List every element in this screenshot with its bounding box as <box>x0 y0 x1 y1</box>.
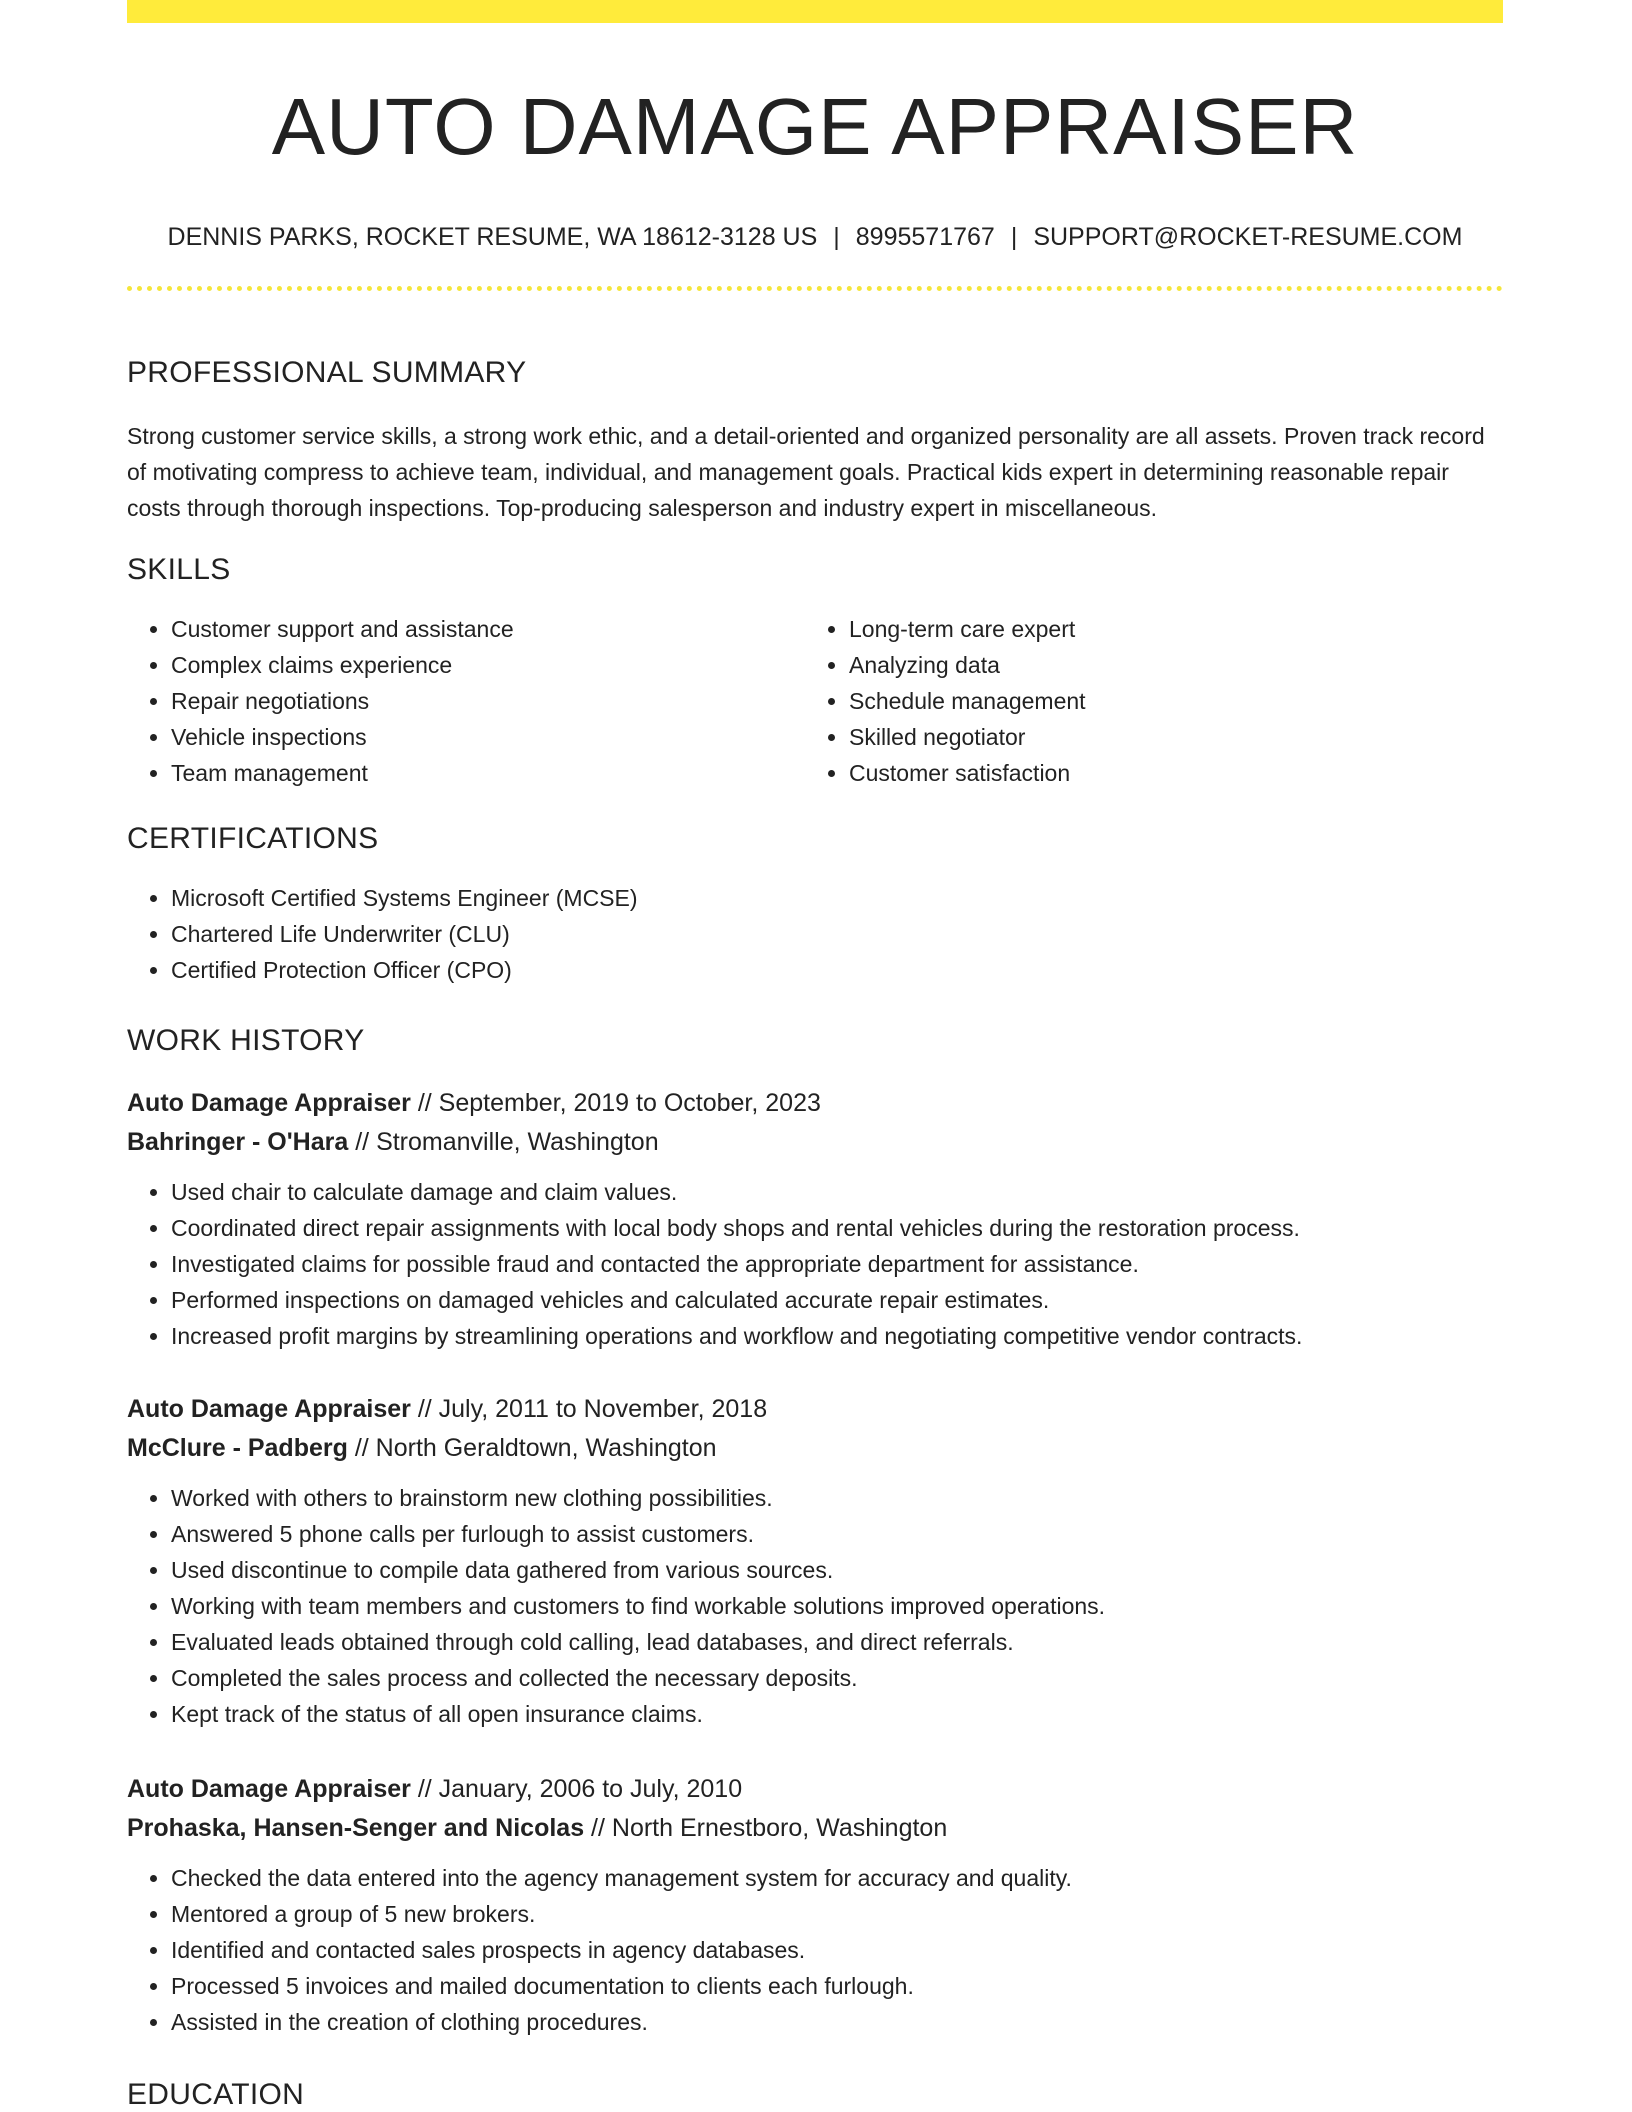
job-bullet: • Mentored a group of 5 new brokers. <box>171 1896 1503 1932</box>
job-bullet: • Completed the sales process and collected the necessary deposits. <box>171 1660 1503 1696</box>
job-entry <box>127 1390 1503 1732</box>
section-heading-skills: SKILLS <box>127 553 231 586</box>
skill-item: • Team management <box>171 755 805 791</box>
resume-title: AUTO DAMAGE APPRAISER <box>271 82 1359 171</box>
job-company: McClure - Padberg <box>127 1434 348 1462</box>
contact-separator: | <box>833 223 840 251</box>
summary-text: Strong customer service skills, a strong work ethic, and a detail-oriented and organized personality are all assets. Proven track record of motivating compress to achieve team, individual, and management goals. Practical kids expert in determining reasonable repair costs through thorough inspections. Top-producing salesperson and industry expert in miscellaneous. <box>127 423 1485 521</box>
certification-item: • Chartered Life Underwriter (CLU) <box>171 916 1503 952</box>
certifications-section <box>127 824 1503 988</box>
section-heading-certifications: CERTIFICATIONS <box>127 822 379 855</box>
contact-separator: | <box>1010 223 1018 251</box>
job-location: // Stromanville, Washington <box>348 1128 659 1156</box>
job-bullet: • Assisted in the creation of clothing procedures. <box>171 2004 1503 2040</box>
skill-item: • Repair negotiations <box>171 683 805 719</box>
skills-grid <box>127 611 1503 791</box>
skill-item: • Analyzing data <box>849 647 1483 683</box>
job-company: Bahringer - O'Hara <box>127 1128 349 1156</box>
job-bullet: • Working with team members and customers to find workable solutions improved operations. <box>171 1588 1503 1624</box>
header-divider <box>127 286 1503 291</box>
skills-section <box>127 555 1503 791</box>
job-title: Auto Damage Appraiser <box>127 1395 411 1423</box>
job-company-line <box>127 1809 1503 1848</box>
section-heading-work-history: WORK HISTORY <box>127 1024 365 1057</box>
job-bullet: • Used discontinue to compile data gathered from various sources. <box>171 1552 1503 1588</box>
skill-item: • Customer satisfaction <box>849 755 1483 791</box>
job-bullet: • Kept track of the status of all open insurance claims. <box>171 1696 1503 1732</box>
job-company-line <box>127 1429 1503 1468</box>
job-bullet: • Evaluated leads obtained through cold calling, lead databases, and direct referrals. <box>171 1624 1503 1660</box>
education-section <box>127 2080 1503 2110</box>
job-title: Auto Damage Appraiser <box>127 1775 411 1803</box>
section-heading-education: EDUCATION <box>127 2078 305 2111</box>
contact-phone: 8995571767 <box>855 223 995 251</box>
skills-column-right <box>805 611 1483 791</box>
skill-item: • Long-term care expert <box>849 611 1483 647</box>
job-bullet: • Processed 5 invoices and mailed documentation to clients each furlough. <box>171 1968 1503 2004</box>
top-accent-bar <box>127 0 1503 23</box>
job-dates: // January, 2006 to July, 2010 <box>410 1775 743 1803</box>
job-bullet: • Worked with others to brainstorm new clothing possibilities. <box>171 1480 1503 1516</box>
job-bullet: • Answered 5 phone calls per furlough to assist customers. <box>171 1516 1503 1552</box>
job-bullet: • Checked the data entered into the agency management system for accuracy and quality. <box>171 1860 1503 1896</box>
job-dates: // September, 2019 to October, 2023 <box>410 1089 821 1117</box>
job-location: // North Geraldtown, Washington <box>347 1434 717 1462</box>
contact-line <box>127 225 1503 250</box>
job-bullet: • Coordinated direct repair assignments with local body shops and rental vehicles during the restoration process. <box>171 1210 1503 1246</box>
job-entry <box>127 1770 1503 2040</box>
job-bullet: • Identified and contacted sales prospects in agency databases. <box>171 1932 1503 1968</box>
contact-address: DENNIS PARKS, ROCKET RESUME, WA 18612-3128 US <box>167 223 818 251</box>
job-title-line <box>127 1770 1503 1809</box>
job-bullet: • Performed inspections on damaged vehicles and calculated accurate repair estimates. <box>171 1282 1503 1318</box>
job-entry <box>127 1084 1503 1354</box>
work-history-section <box>127 1026 1503 1056</box>
job-dates: // July, 2011 to November, 2018 <box>410 1395 768 1423</box>
job-company-line <box>127 1123 1503 1162</box>
skill-item: • Vehicle inspections <box>171 719 805 755</box>
certification-item: • Microsoft Certified Systems Engineer (MCSE) <box>171 880 1503 916</box>
skill-item: • Skilled negotiator <box>849 719 1483 755</box>
certification-item: • Certified Protection Officer (CPO) <box>171 952 1503 988</box>
job-location: // North Ernestboro, Washington <box>584 1814 948 1842</box>
skill-item: • Customer support and assistance <box>171 611 805 647</box>
job-title-line <box>127 1390 1503 1429</box>
job-bullet: • Used chair to calculate damage and claim values. <box>171 1174 1503 1210</box>
job-bullet: • Investigated claims for possible fraud and contacted the appropriate department for assistance. <box>171 1246 1503 1282</box>
job-title: Auto Damage Appraiser <box>127 1089 411 1117</box>
skills-column-left <box>127 611 805 791</box>
section-heading-summary: PROFESSIONAL SUMMARY <box>127 356 527 389</box>
skill-item: • Complex claims experience <box>171 647 805 683</box>
contact-email: SUPPORT@ROCKET-RESUME.COM <box>1033 223 1463 251</box>
job-company: Prohaska, Hansen-Senger and Nicolas <box>127 1814 585 1842</box>
resume-page <box>127 0 1503 2111</box>
summary-section <box>127 358 1503 526</box>
skill-item: • Schedule management <box>849 683 1483 719</box>
job-title-line <box>127 1084 1503 1123</box>
job-bullet: • Increased profit margins by streamlining operations and workflow and negotiating competitive vendor contracts. <box>171 1318 1503 1354</box>
